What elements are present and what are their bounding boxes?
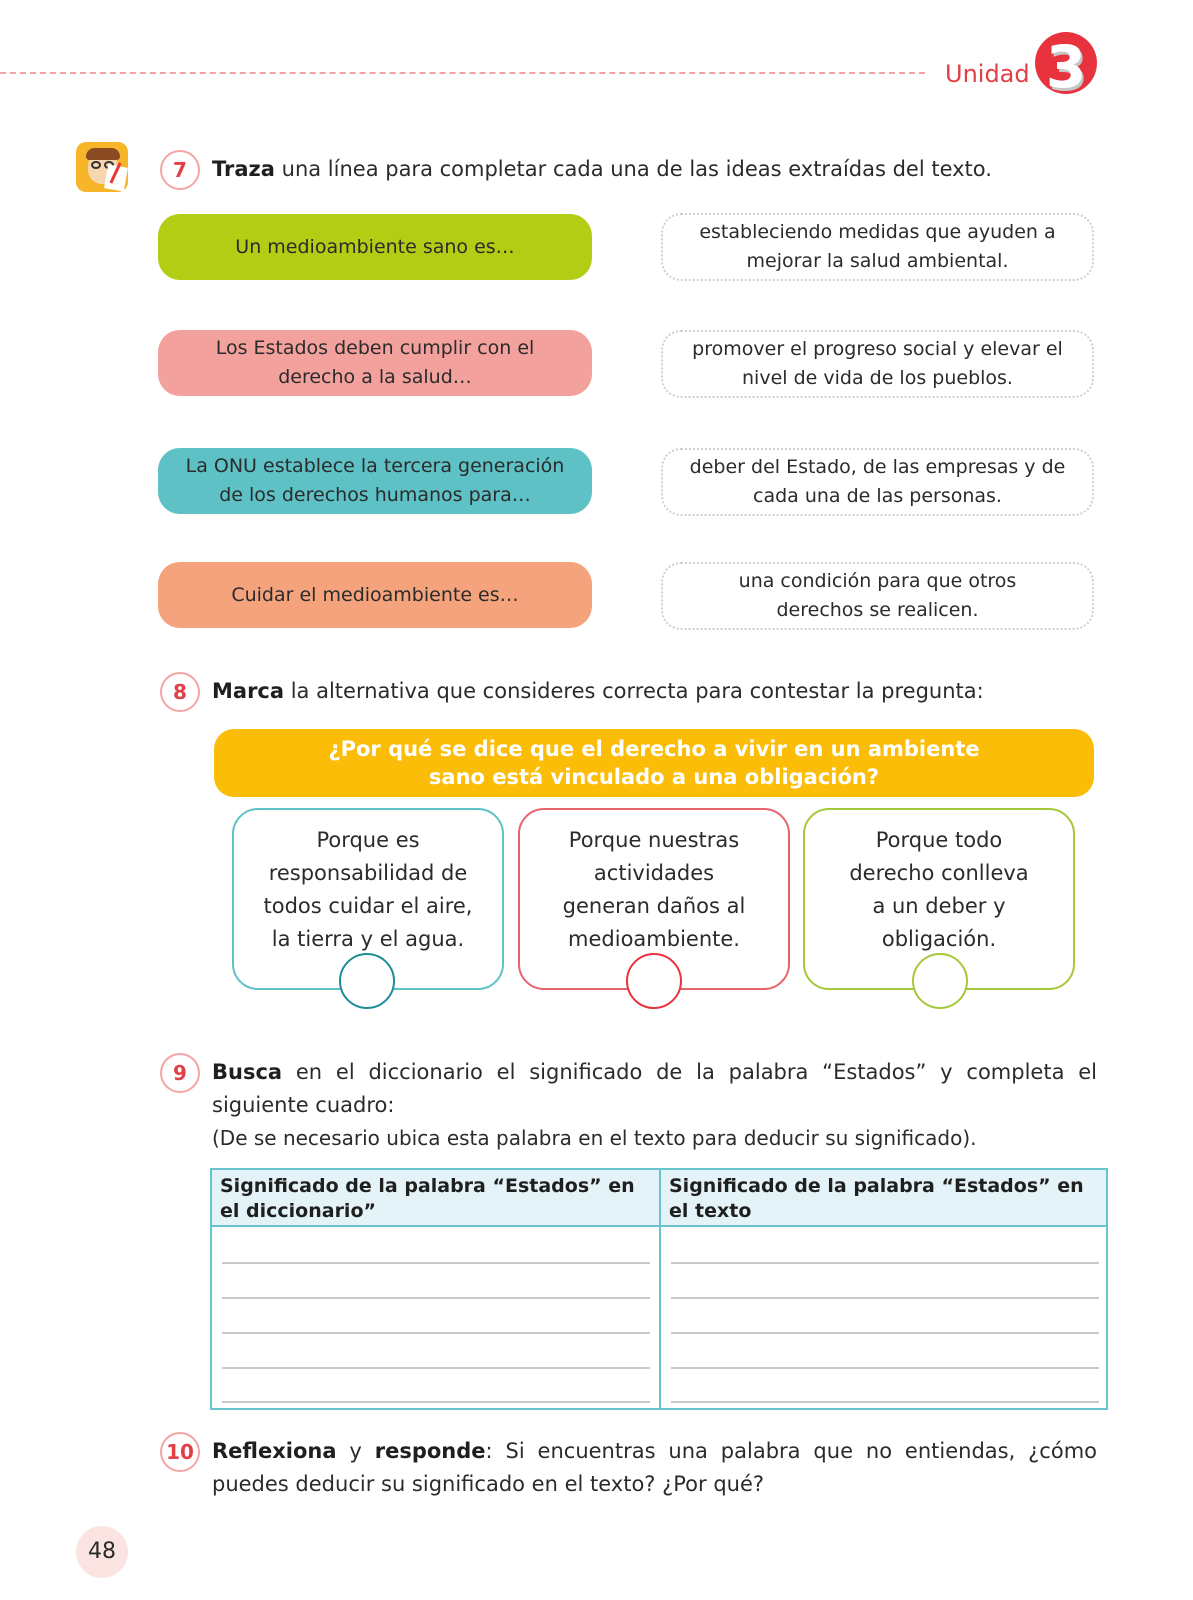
question-10-line2: puedes deducir su significado en el texto? ¿Por qué?	[212, 1472, 765, 1496]
option-3-line4: obligación.	[881, 927, 997, 951]
question-8-question-line2: sano está vinculado a una obligación?	[428, 765, 880, 789]
unit-label: Unidad	[945, 60, 1030, 88]
question-10-verb1: Reflexiona	[212, 1439, 337, 1463]
question-9-line2: siguiente cuadro:	[212, 1093, 395, 1117]
option-2-answer-bubble[interactable]	[626, 953, 682, 1009]
match-right-item-4[interactable]	[661, 562, 1094, 630]
question-7-number: 7	[160, 150, 200, 190]
question-8-verb: Marca	[212, 679, 285, 703]
writing-line[interactable]	[222, 1367, 650, 1369]
page-number: 48	[76, 1526, 128, 1578]
match-left-item-1[interactable]	[158, 214, 592, 280]
writing-line[interactable]	[671, 1401, 1099, 1403]
writing-line[interactable]	[671, 1297, 1099, 1299]
meaning-table	[210, 1168, 1108, 1410]
question-8-banner	[214, 729, 1094, 797]
match-left-item-2-line2: derecho a la salud…	[278, 366, 472, 388]
match-right-item-1-line2: mejorar la salud ambiental.	[746, 250, 1009, 272]
question-8-number: 8	[160, 672, 200, 712]
question-10-number: 10	[160, 1432, 200, 1472]
match-right-item-2-line2: nivel de vida de los pueblos.	[742, 367, 1013, 389]
match-right-item-1[interactable]	[661, 213, 1094, 281]
unit-number-badge	[1035, 32, 1097, 101]
match-right-item-4-line2: derechos se realicen.	[776, 599, 979, 621]
question-7-instruction	[212, 153, 1092, 185]
match-right-item-4-line1: una condición para que otros	[738, 570, 1017, 592]
header-dashed-line	[0, 72, 925, 74]
option-2-line4: medioambiente.	[568, 927, 740, 951]
option-3-line3: a un deber y	[872, 894, 1006, 918]
question-8-instruction	[212, 675, 1092, 707]
option-2-line2: actividades	[593, 861, 715, 885]
match-left-item-3[interactable]	[158, 448, 592, 514]
table-header-text: Significado de la palabra “Estados” en el texto	[669, 1175, 1084, 1222]
question-9-text: en el diccionario el significado de la palabra “Estados” y completa el	[282, 1060, 1097, 1084]
question-7-verb: Traza	[212, 157, 275, 181]
match-right-item-2[interactable]	[661, 330, 1094, 398]
question-8-question-line1: ¿Por qué se dice que el derecho a vivir en un ambiente	[328, 737, 980, 761]
writing-line[interactable]	[222, 1401, 650, 1403]
question-10-verb2: responde	[374, 1439, 486, 1463]
question-7-text: una línea para completar cada una de las ideas extraídas del texto.	[274, 157, 992, 181]
writing-line[interactable]	[222, 1262, 650, 1264]
writing-line[interactable]	[222, 1332, 650, 1334]
option-1-line1: Porque es	[316, 828, 420, 852]
option-1-line3: todos cuidar el aire,	[263, 894, 473, 918]
table-header-dictionary: Significado de la palabra “Estados” en el diccionario”	[220, 1175, 635, 1222]
option-1-line4: la tierra y el agua.	[271, 927, 465, 951]
match-right-item-3-line1: deber del Estado, de las empresas y de	[689, 456, 1066, 478]
match-right-item-3-line2: cada una de las personas.	[753, 485, 1002, 507]
question-8-text: la alternativa que consideres correcta para contestar la pregunta:	[284, 679, 984, 703]
writing-line[interactable]	[222, 1297, 650, 1299]
option-2-line1: Porque nuestras	[568, 828, 740, 852]
match-left-item-1-text: Un medioambiente sano es…	[235, 235, 515, 258]
unit-number: 3	[1045, 33, 1087, 101]
match-left-item-2[interactable]	[158, 330, 592, 396]
writing-line[interactable]	[671, 1332, 1099, 1334]
match-left-item-2-line1: Los Estados deben cumplir con el	[215, 337, 535, 359]
question-10-conj: y	[336, 1439, 375, 1463]
match-right-item-3[interactable]	[661, 448, 1094, 516]
option-3-line2: derecho conlleva	[849, 861, 1029, 885]
match-right-item-2-line1: promover el progreso social y elevar el	[692, 338, 1063, 360]
option-3-answer-bubble[interactable]	[912, 953, 968, 1009]
writing-line[interactable]	[671, 1367, 1099, 1369]
writing-line[interactable]	[671, 1262, 1099, 1264]
question-10-instruction	[212, 1435, 1097, 1467]
match-left-item-4-text: Cuidar el medioambiente es…	[231, 583, 519, 606]
option-1-line2: responsabilidad de	[268, 861, 468, 885]
match-left-item-3-line1: La ONU establece la tercera generación	[185, 455, 565, 477]
question-9-line3: (De se necesario ubica esta palabra en el texto para deducir su significado).	[212, 1126, 977, 1150]
meaning-table-divider	[659, 1170, 661, 1408]
student-writing-icon	[76, 142, 128, 192]
question-9-verb: Busca	[212, 1060, 283, 1084]
question-9-instruction	[212, 1056, 1097, 1088]
match-right-item-1-line1: estableciendo medidas que ayuden a	[699, 221, 1056, 243]
match-left-item-3-line2: de los derechos humanos para…	[219, 484, 531, 506]
question-10-text: : Si encuentras una palabra que no entiendas, ¿cómo	[485, 1439, 1098, 1463]
option-2-line3: generan daños al	[562, 894, 746, 918]
question-9-number: 9	[160, 1053, 200, 1093]
match-left-item-4[interactable]	[158, 562, 592, 628]
option-1-answer-bubble[interactable]	[339, 953, 395, 1009]
option-3-line1: Porque todo	[875, 828, 1003, 852]
